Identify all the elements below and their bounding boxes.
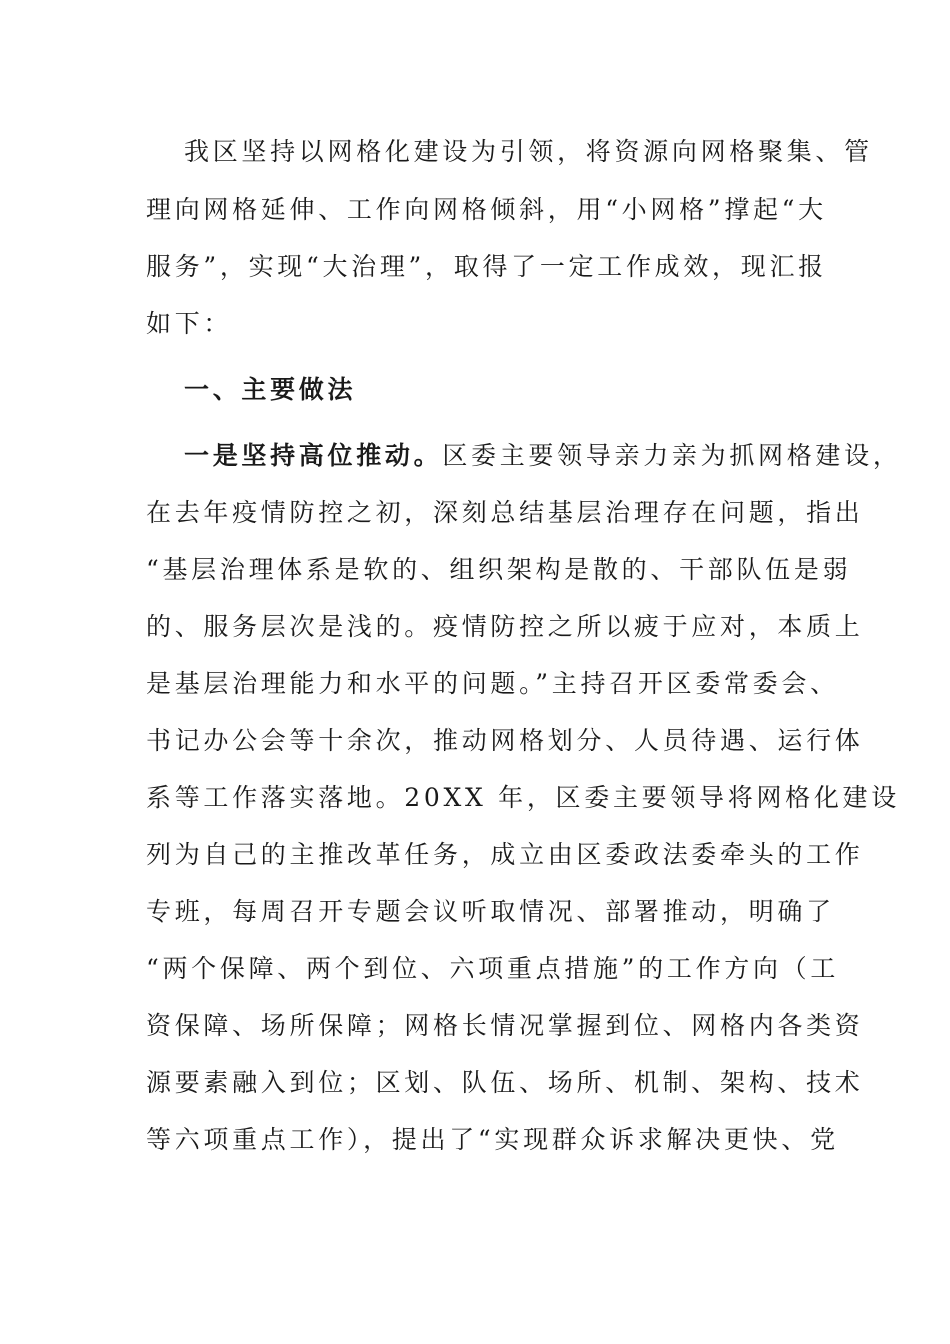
para1-line-3: “基层治理体系是软的、组织架构是散的、干部队伍是弱 (146, 555, 852, 584)
para1-lead: 一是坚持高位推动。 (184, 441, 443, 470)
para1-line-11: 资保障、场所保障；网格长情况掌握到位、网格内各类资 (146, 1011, 864, 1040)
para1-line-1 (184, 440, 902, 472)
para1-line-13: 等六项重点工作），提出了“实现群众诉求解决更快、党 (146, 1125, 839, 1154)
intro-line-4: 如下： (146, 309, 233, 338)
para1-line-4: 的、服务层次是浅的。疫情防控之所以疲于应对，本质上 (146, 612, 864, 641)
para1-line-7: 系等工作落实落地。20XX 年，区委主要领导将网格化建设 (146, 783, 900, 812)
section-heading: 一、主要做法 (184, 375, 357, 404)
para1-line-9: 专班，每周召开专题会议听取情况、部署推动，明确了 (146, 897, 835, 926)
para1-line-12: 源要素融入到位；区划、队伍、场所、机制、架构、技术 (146, 1068, 864, 1097)
para1-line-5: 是基层治理能力和水平的问题。”主持召开区委常委会、 (146, 669, 839, 698)
intro-line-3: 服务”，实现“大治理”，取得了一定工作成效，现汇报 (146, 252, 827, 281)
para1-line-2: 在去年疫情防控之初，深刻总结基层治理存在问题，指出 (146, 498, 864, 527)
para1-first-text: 区委主要领导亲力亲为抓网格建设， (442, 441, 902, 470)
intro-line-2: 理向网格延伸、工作向网格倾斜，用“小网格”撑起“大 (146, 195, 827, 224)
intro-line-1: 我区坚持以网格化建设为引领，将资源向网格聚集、管 (184, 137, 873, 166)
para1-line-8: 列为自己的主推改革任务，成立由区委政法委牵头的工作 (146, 840, 864, 869)
para1-line-10: “两个保障、两个到位、六项重点措施”的工作方向（工 (146, 954, 840, 983)
para1-line-6: 书记办公会等十余次，推动网格划分、人员待遇、运行体 (146, 726, 864, 755)
